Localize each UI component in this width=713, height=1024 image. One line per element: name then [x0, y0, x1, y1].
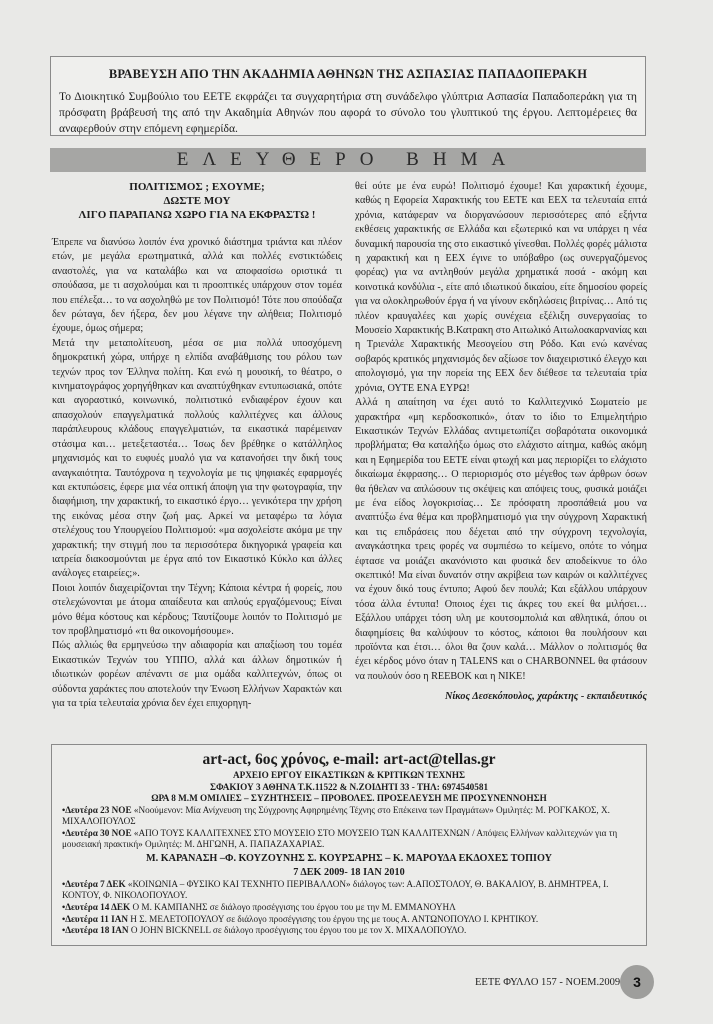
event-description: «ΑΠΟ ΤΟΥΣ ΚΑΛΛΙΤΕΧΝΕΣ ΣΤΟ ΜΟΥΣΕΙΟ ΣΤΟ ΜΟΥΣΕΙΟ ΤΩΝ ΚΑΛΛΙΤΕΧΝΩΝ / Απόψεις Ελλήνων καλλιτεχνών για τη μουσειακή πρακτική» Ομιλητές: Μ. ΔΗΓΩΝΗ, Α. ΠΑΠΑΖΑΧΑΡΙΑΣ. — [62, 827, 618, 850]
award-title: ΒΡΑΒΕΥΣΗ ΑΠΟ ΤΗΝ ΑΚΑΔΗΜΙΑ ΑΘΗΝΩΝ ΤΗΣ ΑΣΠΑΣΙΑΣ ΠΑΠΑΔΟΠΕΡΑΚΗ — [108, 67, 588, 81]
event-item — [62, 925, 636, 937]
event-item — [62, 914, 636, 926]
page-number-badge: 3 — [620, 965, 654, 999]
article-paragraph: Μετά την μεταπολίτευση, μέσα σε μια πολλά υποσχόμενη δημοκρατική χώρα, υπήρχε η ελπίδα αναβάθμισης του ρόλου των τεχνών προς τον Έλληνα πολίτη. Και ενώ η μουσική, το θέατρο, ο κινηματογράφος χορηγήθηκαν και αναπτύχθηκαν εντυπωσιακά, οπότε και αγοραστικό, κοινωνικό, πολιτιστικό ενδιαφέρον έχουν και απασχολούν επαγγελματικά πολλούς καλλιτέχνες και άλλους παράπλευρους κλάδους επαγγελματιών, τα εικαστικά παρέμειναν στάσιμα και… μετεξεταστέα… Ίσως δεν βρέθηκε ο κατάλληλος μηχανισμός και το ευφυές μυαλό για να κατανοήσει την δική τους αναγκαιότητα. Ταυτόχρονα η τεχνολογία με τις ψηφιακές εφαρμογές και εκτυπώσεις, έφερε μια νέα οπτική άποψη για την φωτογραφία, την διαφήμιση, την χαρακτική, το εικαστικό έργο… γενικότερα την χρήση της εικόνας μέσα στην ζωή μας. Αρκεί να μεταφέρω τα λόγια στελέχους του Υπουργείου Πολιτισμού: «μα ασχολείστε ακόμα με την χαρακτική; την στιγμή που τα περισσότερα δικηγορικά γραφεία και ιατρεία διακοσμούνται με έργα από τον Εικαστικό Κύκλο και άλλες ανάλογες εταιρείες;». — [52, 337, 342, 580]
exhibition-artists: Μ. ΚΑΡΑΝΑΣΗ –Φ. ΚΟΥΖΟΥΝΗΣ Σ. ΚΟΥΡΣΑΡΗΣ – Κ. ΜΑΡΟΥΔΑ ΕΚΔΟΧΕΣ ΤΟΠΙΟΥ — [145, 852, 553, 864]
article-paragraph: Πώς αλλιώς θα ερμηνεύσω την αδιαφορία και απαξίωση του τομέα Εικαστικών Τεχνών του ΥΠΠΟ, αλλά και άλλων δημοτικών ή ιδιωτικών φορέων απέναντι σε μια ομάδα καλλιτεχνών, όπως οι σύδοντα χαράκτες που αποτελούν την Ένωση Ελλήνων Χαρακτών και για τα τρία τελευταία χρόνια δεν έχει επιχορηγη- — [52, 640, 342, 709]
section-banner: ΕΛΕΥΘΕΡΟ ΒΗΜΑ — [50, 148, 646, 172]
article-title-line-1: ΠΟΛΙΤΙΣΜΟΣ ; ΕΧΟΥΜΕ; — [129, 181, 265, 193]
event-description: «Νοούμενον: Μία Ανίχνευση της Σύγχρονης Αφηρημένης Τέχνης στο Επέκεινα των Πραγμάτων» Ομιλητές: Μ. ΡΟΓΚΑΚΟΣ, Χ. ΜΙΧΑΛΟΠΟΥΛΟΣ — [62, 804, 610, 827]
article-paragraph: Αλλά η απαίτηση να έχει αυτό το Καλλιτεχνικό Σωματείο με χαρακτήρα «μη κερδοσκοπικό», όταν το ίδιο το Επιμελητήριο Εικαστικών Τεχνών Ελλάδας αντιμετωπίζει σοβαρότατα οικονομικά προβλήματα; Θα καταλήξω όμως στο ελάχιστο αίτημα, καθώς ακόμη και η Εφημερίδα του ΕΕΤΕ είναι φτωχή και μας περιορίζει το ελάχιστο δικαίωμα έκφρασης… Ο περιορισμός στο μέγεθος των άρθρων όσων θα ήθελαν να απλώσουν τις σκέψεις και απόψεις τους, φυσικά μοιάζει με ένα είδος λογοκρισίας… Σε πρόσφατη προσπάθειά μου να αναπτύξω ένα θέμα και προβληματισμό για την σύγχρονη Χαρακτική και τις επιδράσεις που δέχεται από την σύγχρονη τεχνολογία, αναγκάστηκα τρεις φορές να συμπιέσω το κείμενο, οπότε το νόημα έφτασε να μοιάζει ακανόνιστο και φυσικά δεν αποδείκνυε το όλο σκεπτικό! Μα είναι δυνατόν στην ακρίβεια των καιρών οι καλλιτέχνες να έχουν δικό τους έντυπο; Αφού δεν πουλά; Και εξάλλου υπάρχουν τόσα άλλα έντυπα! Οποιος έχει τις άκρες του εκεί θα μιλήσει… Εξάλλου υπάρχει τόση υλη με κουτσομπολιά και αθλητικά, όπου οι διαφημίσεις θα καλύψουν το κόστος, κάποιοι θα πουλήσουν και προϊόντα και έτσι… όλοι θα ζουν καλά… Μάλλον ο πολιτισμός θα έχει κέρδος μόνο όταν η TALENS και ο CHARBONNEL θα φτάσουν να πουλούν όσο η REEBOK και η NIKE! — [355, 397, 647, 682]
article-title-line-3: ΛΙΓΟ ΠΑΡΑΠΑΝΩ ΧΩΡΟ ΓΙΑ ΝΑ ΕΚΦΡΑΣΤΩ ! — [78, 209, 316, 221]
article-left-column — [52, 176, 342, 711]
article-paragraph: θεί ούτε με ένα ευρώ! Πολιτισμό έχουμε! Και χαρακτική έχουμε, καθώς η Εφορεία Χαρακτικής του ΕΕΤΕ και ΕΕΧ τα τελευταία επτά χρόνια, κατάφεραν να διοργανώσουν περισσότερες από εξήντα εκθέσεις χαρακτικής σε Ελλάδα και εξωτερικό και να υπάρχει η νέα δυναμική παρουσία της στο εικαστικό γίνεσθαι. Πολλές φορές μάλιστα η χαρακτική και η ΕΕΧ έγινε το υπόβαθρο (ως συνεργαζόμενος φορέας) για να αντληθούν μεγάλα χρηματικά ποσά - ακόμη και κοινοτικά κονδύλια -, είτε από ιδιωτικού δικαίου, είτε δημοσίου φορείς για να ολοκληρωθούν έργα ή να γίνουν εκδηλώσεις βιτρίνας… Από τις πλέον κραυγαλέες και χωρίς συνέχεια εξέλιξη συνεργασίας το Μουσείο Χαρακτικής Β.Κατρακη στο Αιτωλικό Αιτωλοακαρνανίας και η Τριενάλε Χαρακτικής Μεσογείου στη Ρόδο. Και ενώ κανένας σοβαρός κρατικός μηχανισμός δεν αξίωσε τον διαχειριστικό έλεγχο και απολογισμό, για την πορεία της ΕΕΧ δεν διέθεσε τα τελευταία τρία χρόνια, ΟΥΤΕ ΕΝΑ ΕΥΡΩ! — [355, 181, 647, 394]
event-date: •Δευτέρα 30 ΝΟΕ — [62, 827, 132, 838]
events-box — [51, 744, 647, 946]
event-item — [62, 879, 636, 902]
article-signature: Νίκος Δεσεκόπουλος, χαράκτης - εκπαιδευτικός — [445, 691, 647, 703]
event-date: •Δευτέρα 7 ΔΕΚ — [62, 878, 126, 889]
event-date: •Δευτέρα 18 ΙΑΝ — [62, 925, 129, 936]
events-heading: art-act, 6ος χρόνος, e-mail: art-act@tellas.gr — [202, 751, 496, 768]
event-item — [62, 902, 636, 914]
event-date: •Δευτέρα 23 ΝΟΕ — [62, 804, 132, 815]
award-text: Το Διοικητικό Συμβούλιο του ΕΕΤΕ εκφράζει τα συγχαρητήρια στη συνάδελφο γλύπτρια Ασπασία Παπαδοπεράκη για τη πρόσφατη βράβευσή της από την Ακαδημία Αθηνών που αφορά το σύνολο του γλυπτικού της έργου. Λεπτομέρειες θα αναφερθούν στην επόμενη εφημερίδα. — [59, 90, 637, 135]
event-description: Ο Μ. ΚΑΜΠΑΝΗΣ σε διάλογο προσέγγισης του έργου του με την Μ. ΕΜΜΑΝΟΥΗΛ — [130, 902, 456, 913]
event-date: •Δευτέρα 11 ΙΑΝ — [62, 913, 128, 924]
event-item — [62, 828, 636, 851]
event-date: •Δευτέρα 14 ΔΕΚ — [62, 902, 131, 913]
article-title-line-2: ΔΩΣΤΕ ΜΟΥ — [163, 195, 231, 207]
article-title — [52, 180, 342, 222]
article-paragraph: Έπρεπε να διανύσω λοιπόν ένα χρονικό διάστημα τριάντα και πλέον ετών, με μεγάλα ερωτηματικά, αλλά και πολλές ενστικτώδεις αναστολές, για να καταλάβω και να αποφασίσω οριστικά τι σπούδασα, με τι ασχολούμαι και τι προοπτικές υπάρχουν στον τομέα που επέλεξα… το να ασχοληθώ με τον Πολιτισμό! Τότε που σπούδαζα δεν ρώταγα, δεν ήξερα, δεν μου λέγανε την αλήθεια; Πολιτισμό έχουμε, όμως σήμερα; — [52, 237, 342, 335]
events-hours: ΩΡΑ 8 Μ.Μ ΟΜΙΛΙΕΣ – ΣΥΖΗΤΗΣΕΙΣ – ΠΡΟΒΟΛΕΣ. ΠΡΟΣΕΛΕΥΣΗ ΜΕ ΠΡΟΣΥΝΕΝΝΟΗΣΗ — [151, 793, 547, 803]
event-description: Η Σ. ΜΕΛΕΤΟΠΟΥΛΟΥ σε διάλογο προσέγγισης του έργου της με τους Α. ΑΝΤΩΝΟΠΟΥΛΟ Ι. ΚΡΗΤΙΚΟΥ. — [128, 913, 539, 924]
exhibition-dates: 7 ΔΕΚ 2009- 18 ΙΑΝ 2010 — [293, 866, 405, 878]
events-archive-name: ΑΡΧΕΙΟ ΕΡΓΟΥ ΕΙΚΑΣΤΙΚΩΝ & ΚΡΙΤΙΚΩΝ ΤΕΧΝΗΣ — [232, 770, 466, 780]
article-paragraph: Ποιοι λοιπόν διαχειρίζονται την Τέχνη; Κάποια κέντρα ή φορείς, που στελεχώνονται με άτομα απαίδευτα και απλούς εργαζόμενους; Είναι μόνο θέμα κόστους και κέρδους; Ταυτίζουμε λοιπόν το Πολιτισμό με τον προβληματισμό «τι θα οικονομήσουμε». — [52, 582, 342, 637]
award-notice-box — [50, 56, 646, 136]
events-address: ΣΦΑΚΙΟΥ 3 ΑΘΗΝΑ Τ.Κ.11522 & Ν.ΖΟΙΔΗΤΙ 33 - ΤΗΛ: 6974540581 — [209, 781, 489, 792]
event-description: «ΚΟΙΝΩΝΙΑ – ΦΥΣΙΚΟ ΚΑΙ ΤΕΧΝΗΤΟ ΠΕΡΙΒΑΛΛΟΝ» διάλογος των: Α.ΑΠΟΣΤΟΛΟΥ, Θ. ΒΑΚΑΛΙΟΥ, Β. ΔΗΜΗΤΡΕΑ, Ι. ΚΟΝΤΟΥ, Φ. ΝΙΚΟΛΟΠΟΥΛΟΥ. — [62, 878, 609, 901]
issue-footer: ΕΕΤΕ ΦΥΛΛΟ 157 - ΝΟΕΜ.2009 — [475, 977, 621, 988]
event-item — [62, 805, 636, 828]
event-description: Ο JOHN BICKNELL σε διάλογο προσέγγισης του έργου του με τον Χ. ΜΙΧΑΛΟΠΟΥΛΟ. — [128, 925, 467, 936]
article-right-column — [355, 180, 647, 705]
